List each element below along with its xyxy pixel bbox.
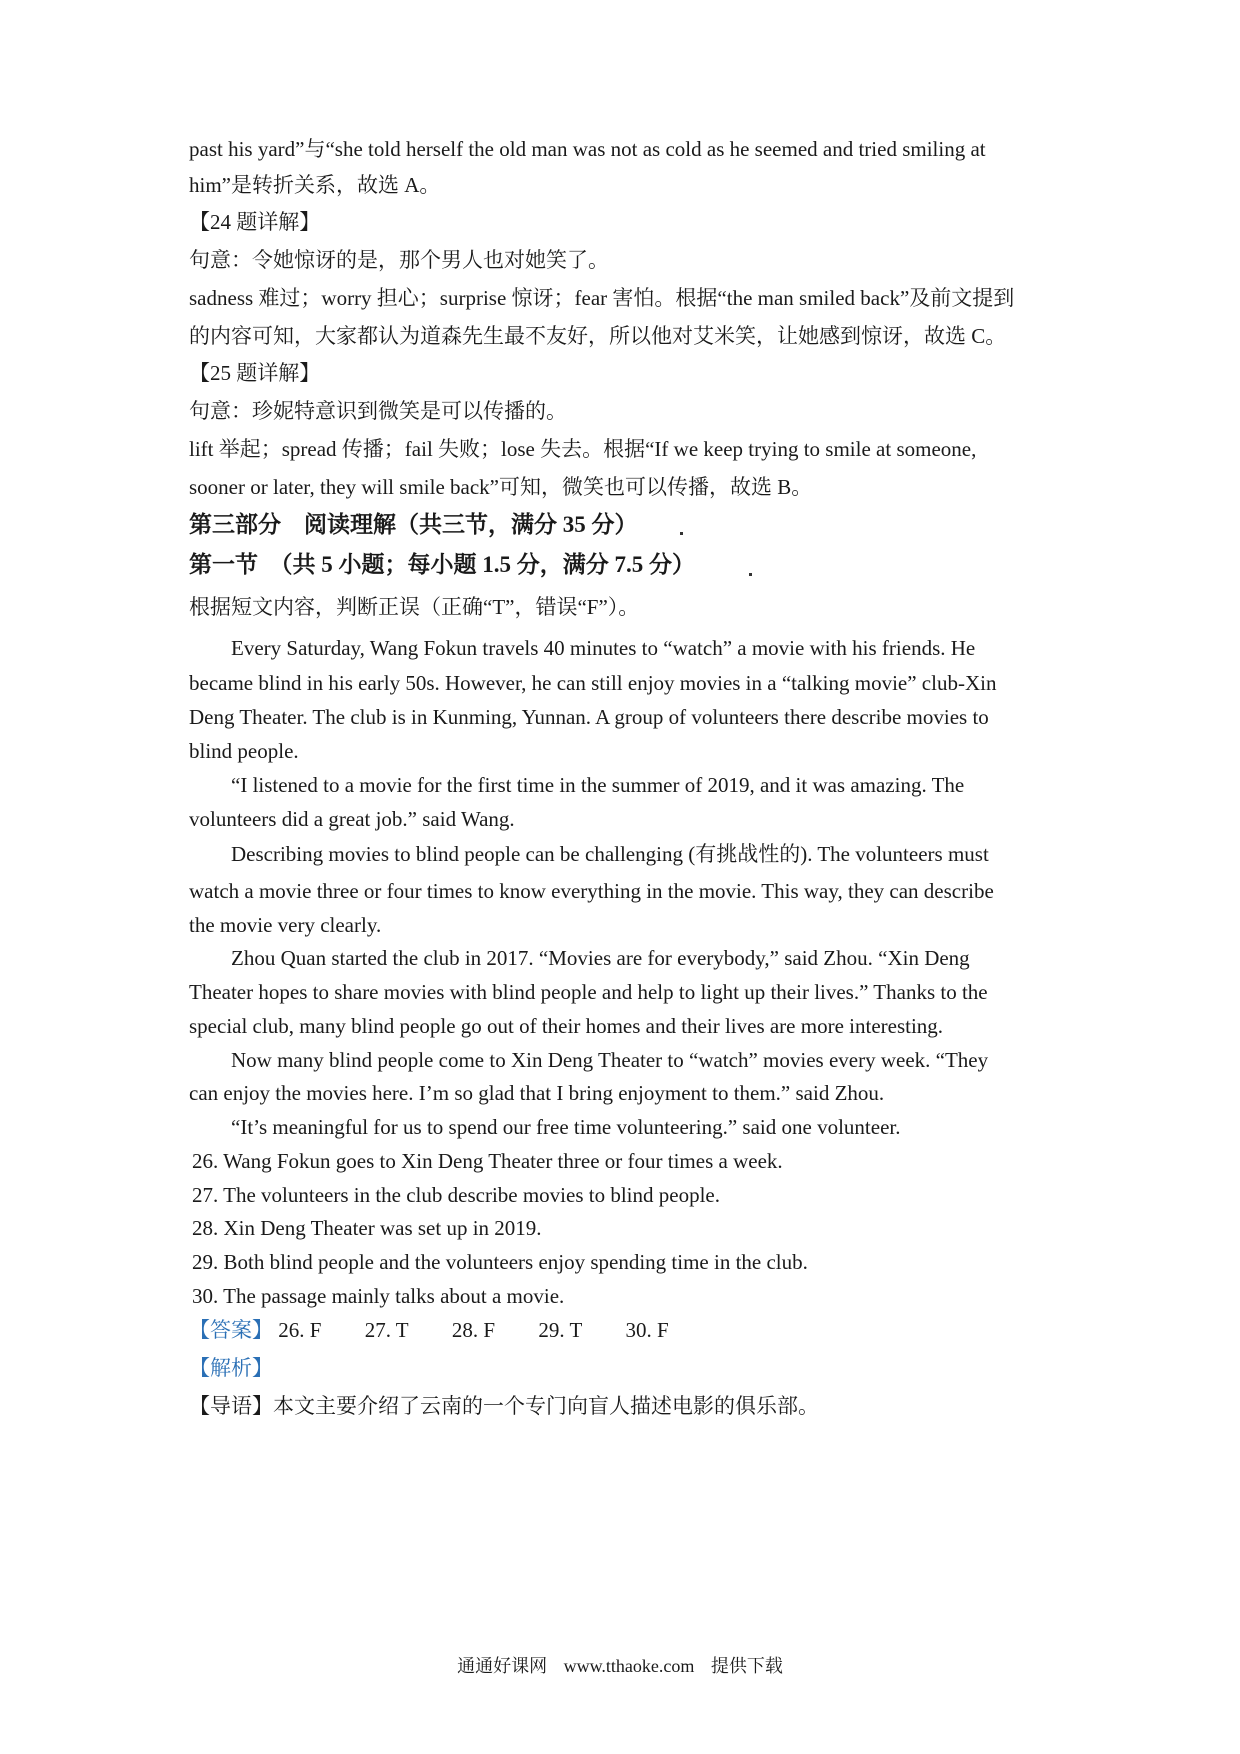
text-line: 句意：令她惊讶的是，那个男人也对她笑了。	[189, 248, 609, 272]
passage-line: volunteers did a great job.” said Wang.	[189, 807, 515, 831]
answer-item: 30. F	[625, 1318, 669, 1342]
part-heading: 第三部分 阅读理解（共三节，满分 35 分）	[189, 512, 638, 537]
question-item: 28. Xin Deng Theater was set up in 2019.	[192, 1216, 542, 1240]
section-heading: 第一节 （共 5 小题；每小题 1.5 分，满分 7.5 分）	[189, 552, 695, 577]
answer-label: 【答案】	[189, 1318, 273, 1342]
text-line: sadness 难过；worry 担心；surprise 惊讶；fear 害怕。根据“the man smiled back”及前文提到	[189, 286, 1015, 310]
question-item: 30. The passage mainly talks about a movie.	[192, 1284, 565, 1308]
passage-line: Every Saturday, Wang Fokun travels 40 minutes to “watch” a movie with his friends. He	[231, 636, 976, 660]
passage-line: became blind in his early 50s. However, he can still enjoy movies in a “talking movie” club-Xin	[189, 671, 997, 695]
text-line: 句意：珍妮特意识到微笑是可以传播的。	[189, 399, 567, 423]
passage-line: “It’s meaningful for us to spend our free time volunteering.” said one volunteer.	[231, 1115, 901, 1139]
question-item: 29. Both blind people and the volunteers enjoy spending time in the club.	[192, 1250, 808, 1274]
footer-download-text: 提供下载	[710, 1656, 783, 1676]
passage-line: Zhou Quan started the club in 2017. “Movies are for everybody,” said Zhou. “Xin Deng	[231, 946, 970, 970]
question-detail-heading: 【25 题详解】	[189, 361, 321, 385]
text-line: 的内容可知，大家都认为道森先生最不友好，所以他对艾米笑，让她感到惊讶，故选 C。	[189, 324, 1007, 348]
passage-line: blind people.	[189, 739, 299, 763]
guide-line: 【导语】本文主要介绍了云南的一个专门向盲人描述电影的俱乐部。	[189, 1394, 819, 1418]
answer-item: 27. T	[364, 1318, 409, 1342]
question-item: 27. The volunteers in the club describe movies to blind people.	[192, 1183, 720, 1207]
text-line: sooner or later, they will smile back”可知，微笑也可以传播，故选 B。	[189, 475, 813, 499]
footer-site-name: 通通好课网	[457, 1656, 548, 1676]
answer-item: 26. F	[278, 1318, 322, 1342]
question-detail-heading: 【24 题详解】	[189, 210, 321, 234]
passage-line: can enjoy the movies here. I’m so glad that I bring enjoyment to them.” said Zhou.	[189, 1081, 885, 1105]
passage-line: Now many blind people come to Xin Deng Theater to “watch” movies every week. “They	[231, 1048, 989, 1072]
speck	[749, 573, 752, 576]
passage-line: watch a movie three or four times to know everything in the movie. This way, they can describe	[189, 879, 994, 903]
question-item: 26. Wang Fokun goes to Xin Deng Theater three or four times a week.	[192, 1149, 783, 1173]
passage-line: Theater hopes to share movies with blind people and help to light up their lives.” Thanks to the	[189, 980, 988, 1004]
passage-line: Describing movies to blind people can be challenging (有挑战性的). The volunteers must	[231, 842, 989, 866]
text-line: him”是转折关系，故选 A。	[189, 173, 441, 197]
footer-url[interactable]: www.tthaoke.com	[563, 1656, 695, 1676]
analysis-label: 【解析】	[189, 1356, 273, 1380]
page-footer	[0, 1653, 1240, 1679]
instruction: 根据短文内容，判断正误（正确“T”，错误“F”）。	[189, 595, 640, 619]
answer-item: 29. T	[538, 1318, 583, 1342]
text-line: past his yard”与“she told herself the old man was not as cold as he seemed and tried smiling at	[189, 137, 986, 161]
passage-line: special club, many blind people go out of their homes and their lives are more interesting.	[189, 1014, 944, 1038]
passage-line: Deng Theater. The club is in Kunming, Yunnan. A group of volunteers there describe movies to	[189, 705, 989, 729]
answer-row	[189, 1315, 1069, 1345]
passage-line: “I listened to a movie for the first time in the summer of 2019, and it was amazing. The	[231, 773, 965, 797]
text-line: lift 举起；spread 传播；fail 失败；lose 失去。根据“If we keep trying to smile at someone,	[189, 437, 977, 461]
speck	[680, 532, 683, 535]
answer-item: 28. F	[451, 1318, 496, 1342]
passage-line: the movie very clearly.	[189, 913, 382, 937]
